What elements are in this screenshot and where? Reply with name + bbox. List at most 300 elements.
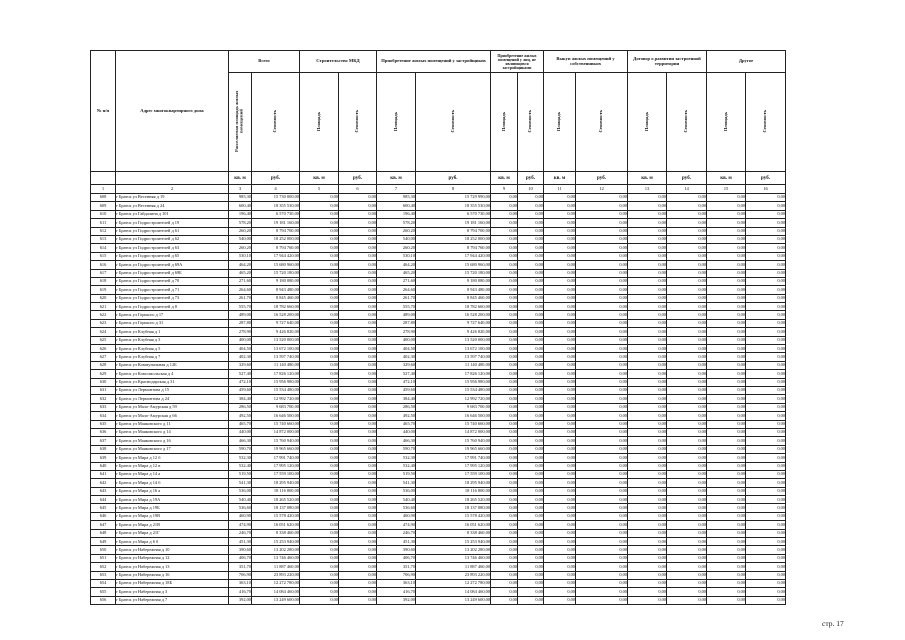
value-cell: 0,00 bbox=[746, 353, 786, 361]
subheader-area: Площадь bbox=[707, 73, 746, 172]
value-cell: 464,20 bbox=[229, 261, 252, 269]
row-number-cell: 631 bbox=[91, 386, 116, 394]
row-number-cell: 634 bbox=[91, 412, 116, 420]
value-cell: 18 252 000,00 bbox=[252, 235, 300, 243]
value-cell: 0,00 bbox=[746, 336, 786, 344]
value-cell: 16 528 200,00 bbox=[252, 311, 300, 319]
value-cell: 465,70 bbox=[229, 420, 252, 428]
value-cell: 23 893 220,00 bbox=[416, 571, 491, 579]
value-cell: 0,00 bbox=[707, 395, 746, 403]
value-cell: 489,00 bbox=[377, 311, 416, 319]
row-number-cell: 624 bbox=[91, 328, 116, 336]
value-cell: 0,00 bbox=[491, 235, 518, 243]
value-cell: 0,00 bbox=[746, 538, 786, 546]
value-cell: 0,00 bbox=[628, 202, 667, 210]
value-cell: 0,00 bbox=[339, 210, 377, 218]
value-cell: 400,00 bbox=[229, 336, 252, 344]
table-row bbox=[91, 311, 786, 319]
value-cell: 0,00 bbox=[628, 428, 667, 436]
value-cell: 0,00 bbox=[576, 445, 628, 453]
value-cell: 0,00 bbox=[339, 454, 377, 462]
value-cell: 0,00 bbox=[339, 554, 377, 562]
value-cell: 18 295 940,00 bbox=[252, 479, 300, 487]
value-cell: 0,00 bbox=[491, 538, 518, 546]
address-cell: г Братск ул Мира д 12 в bbox=[116, 462, 229, 470]
value-cell: 0,00 bbox=[707, 328, 746, 336]
value-cell: 0,00 bbox=[544, 454, 576, 462]
value-cell: 0,00 bbox=[544, 353, 576, 361]
address-cell: г Братск ул Гидростроителей д 69Б bbox=[116, 269, 229, 277]
value-cell: 0,00 bbox=[491, 579, 518, 587]
value-cell: 0,00 bbox=[746, 319, 786, 327]
value-cell: 0,00 bbox=[300, 428, 339, 436]
value-cell: 0,00 bbox=[491, 504, 518, 512]
value-cell: 0,00 bbox=[746, 378, 786, 386]
value-cell: 0,00 bbox=[518, 386, 544, 394]
value-cell: 0,00 bbox=[339, 445, 377, 453]
table-row bbox=[91, 210, 786, 218]
value-cell: 0,00 bbox=[518, 546, 544, 554]
address-cell: г Братск ул Гидростроителей д 63 bbox=[116, 244, 229, 252]
value-cell: 0,00 bbox=[544, 202, 576, 210]
value-cell: 0,00 bbox=[339, 219, 377, 227]
value-cell: 19 181 160,00 bbox=[416, 219, 491, 227]
value-cell: 0,00 bbox=[746, 277, 786, 285]
value-cell: 8 338 460,00 bbox=[252, 529, 300, 537]
value-cell: 0,00 bbox=[667, 311, 707, 319]
table-row bbox=[91, 370, 786, 378]
address-cell: г Братск ул Горького д 17 bbox=[116, 311, 229, 319]
value-cell: 0,00 bbox=[576, 328, 628, 336]
value-cell: 8 943 480,00 bbox=[416, 286, 491, 294]
row-number-cell: 616 bbox=[91, 261, 116, 269]
value-cell: 0,00 bbox=[746, 202, 786, 210]
header-construction: Строительство МКД bbox=[300, 51, 377, 73]
value-cell: 286,50 bbox=[229, 403, 252, 411]
value-cell: 0,00 bbox=[491, 454, 518, 462]
value-cell: 0,00 bbox=[576, 538, 628, 546]
row-number-cell: 653 bbox=[91, 571, 116, 579]
address-cell: г Братск ул Мира д 16 а bbox=[116, 487, 229, 495]
value-cell: 0,00 bbox=[746, 554, 786, 562]
value-cell: 0,00 bbox=[339, 479, 377, 487]
header-address: Адрес многоквартирного дома bbox=[116, 51, 229, 172]
value-cell: 0,00 bbox=[518, 294, 544, 302]
value-cell: 17 995 120,00 bbox=[252, 462, 300, 470]
value-cell: 0,00 bbox=[491, 445, 518, 453]
table-row bbox=[91, 470, 786, 478]
value-cell: 11 887 460,00 bbox=[252, 563, 300, 571]
table-row bbox=[91, 345, 786, 353]
value-cell: 0,00 bbox=[576, 563, 628, 571]
value-cell: 0,00 bbox=[544, 462, 576, 470]
value-cell: 0,00 bbox=[339, 194, 377, 202]
column-number: 2 bbox=[116, 185, 229, 194]
row-number-cell: 615 bbox=[91, 252, 116, 260]
value-cell: 0,00 bbox=[300, 479, 339, 487]
value-cell: 0,00 bbox=[628, 588, 667, 596]
value-cell: 0,00 bbox=[576, 403, 628, 411]
value-cell: 0,00 bbox=[628, 319, 667, 327]
value-cell: 261,70 bbox=[377, 294, 416, 302]
value-cell: 0,00 bbox=[300, 454, 339, 462]
value-cell: 0,00 bbox=[544, 294, 576, 302]
row-number-cell: 655 bbox=[91, 588, 116, 596]
address-cell: г Братск ул Клубная д 1 bbox=[116, 328, 229, 336]
value-cell: 0,00 bbox=[628, 579, 667, 587]
value-cell: 246,70 bbox=[229, 529, 252, 537]
value-cell: 0,00 bbox=[544, 336, 576, 344]
column-number: 6 bbox=[339, 185, 377, 194]
value-cell: 0,00 bbox=[300, 512, 339, 520]
value-cell: 0,00 bbox=[491, 286, 518, 294]
unit-rub: руб. bbox=[339, 172, 377, 185]
value-cell: 0,00 bbox=[628, 437, 667, 445]
value-cell: 6 570 730,00 bbox=[416, 210, 491, 218]
address-cell: г Братск ул Мира д 21В bbox=[116, 521, 229, 529]
value-cell: 18 265 520,00 bbox=[416, 496, 491, 504]
value-cell: 416,70 bbox=[377, 588, 416, 596]
subheader-area: Площадь bbox=[544, 73, 576, 172]
value-cell: 0,00 bbox=[491, 261, 518, 269]
value-cell: 0,00 bbox=[667, 437, 707, 445]
unit-rub: руб. bbox=[252, 172, 300, 185]
value-cell: 0,00 bbox=[300, 361, 339, 369]
subheader-cost: Стоимость bbox=[518, 73, 544, 172]
value-cell: 15 720 180,00 bbox=[416, 269, 491, 277]
value-cell: 0,00 bbox=[518, 311, 544, 319]
subheader-area: Площадь bbox=[491, 73, 518, 172]
unit-rub: руб. bbox=[518, 172, 544, 185]
value-cell: 0,00 bbox=[707, 596, 746, 604]
value-cell: 0,00 bbox=[576, 353, 628, 361]
value-cell: 0,00 bbox=[628, 395, 667, 403]
value-cell: 0,00 bbox=[576, 336, 628, 344]
value-cell: 0,00 bbox=[300, 504, 339, 512]
value-cell: 0,00 bbox=[667, 529, 707, 537]
value-cell: 0,00 bbox=[491, 479, 518, 487]
value-cell: 0,00 bbox=[491, 194, 518, 202]
value-cell: 0,00 bbox=[300, 378, 339, 386]
value-cell: 527,40 bbox=[377, 370, 416, 378]
value-cell: 0,00 bbox=[518, 227, 544, 235]
value-cell: 0,00 bbox=[628, 454, 667, 462]
value-cell: 0,00 bbox=[707, 277, 746, 285]
unit-m2: кв. м bbox=[707, 172, 746, 185]
value-cell: 0,00 bbox=[746, 412, 786, 420]
subheader-cost: Стоимость bbox=[252, 73, 300, 172]
value-cell: 0,00 bbox=[491, 311, 518, 319]
value-cell: 555,70 bbox=[229, 303, 252, 311]
value-cell: 0,00 bbox=[707, 345, 746, 353]
value-cell: 0,00 bbox=[339, 529, 377, 537]
value-cell: 0,00 bbox=[300, 538, 339, 546]
value-cell: 0,00 bbox=[746, 445, 786, 453]
unit-rub: руб. bbox=[746, 172, 786, 185]
value-cell: 384,40 bbox=[229, 395, 252, 403]
address-cell: г Братск ул Клубная д 7 bbox=[116, 353, 229, 361]
value-cell: 0,00 bbox=[707, 445, 746, 453]
value-cell: 0,00 bbox=[491, 521, 518, 529]
value-cell: 0,00 bbox=[576, 546, 628, 554]
value-cell: 0,00 bbox=[339, 370, 377, 378]
value-cell: 278,90 bbox=[377, 328, 416, 336]
value-cell: 0,00 bbox=[518, 252, 544, 260]
address-cell: г Братск ул Набережная д 3 bbox=[116, 588, 229, 596]
value-cell: 0,00 bbox=[339, 538, 377, 546]
value-cell: 0,00 bbox=[576, 428, 628, 436]
address-cell: г Братск ул Весенняя д 19 bbox=[116, 194, 229, 202]
value-cell: 0,00 bbox=[746, 269, 786, 277]
value-cell: 0,00 bbox=[628, 412, 667, 420]
value-cell: 985,30 bbox=[229, 194, 252, 202]
value-cell: 0,00 bbox=[339, 235, 377, 243]
value-cell: 0,00 bbox=[746, 286, 786, 294]
value-cell: 0,00 bbox=[544, 244, 576, 252]
address-cell: г Братск ул Коммунальная д 12Б bbox=[116, 361, 229, 369]
table-row bbox=[91, 386, 786, 394]
value-cell: 0,00 bbox=[667, 588, 707, 596]
value-cell: 0,00 bbox=[746, 235, 786, 243]
value-cell: 18 295 940,00 bbox=[416, 479, 491, 487]
value-cell: 12 272 780,00 bbox=[416, 579, 491, 587]
value-cell: 13 249 600,00 bbox=[416, 596, 491, 604]
value-cell: 16 051 620,00 bbox=[416, 521, 491, 529]
table-row bbox=[91, 479, 786, 487]
value-cell: 0,00 bbox=[544, 496, 576, 504]
value-cell: 0,00 bbox=[544, 378, 576, 386]
value-cell: 15 578 420,00 bbox=[416, 512, 491, 520]
value-cell: 0,00 bbox=[300, 521, 339, 529]
value-cell: 9 426 820,00 bbox=[252, 328, 300, 336]
value-cell: 0,00 bbox=[576, 361, 628, 369]
value-cell: 12 992 720,00 bbox=[416, 395, 491, 403]
address-cell: г Братск ул Гидростроителей д 73 bbox=[116, 294, 229, 302]
value-cell: 540,40 bbox=[229, 496, 252, 504]
value-cell: 0,00 bbox=[544, 420, 576, 428]
table-row bbox=[91, 445, 786, 453]
value-cell: 0,00 bbox=[300, 437, 339, 445]
row-number-cell: 652 bbox=[91, 563, 116, 571]
value-cell: 474,90 bbox=[229, 521, 252, 529]
value-cell: 0,00 bbox=[628, 261, 667, 269]
value-cell: 0,00 bbox=[491, 319, 518, 327]
value-cell: 0,00 bbox=[544, 428, 576, 436]
value-cell: 0,00 bbox=[339, 345, 377, 353]
value-cell: 261,70 bbox=[229, 294, 252, 302]
value-cell: 465,20 bbox=[377, 269, 416, 277]
value-cell: 0,00 bbox=[518, 328, 544, 336]
value-cell: 18 355 530,00 bbox=[416, 202, 491, 210]
value-cell: 0,00 bbox=[544, 487, 576, 495]
value-cell: 0,00 bbox=[628, 479, 667, 487]
value-cell: 0,00 bbox=[707, 529, 746, 537]
value-cell: 0,00 bbox=[707, 227, 746, 235]
value-cell: 0,00 bbox=[491, 588, 518, 596]
value-cell: 0,00 bbox=[628, 361, 667, 369]
table-row bbox=[91, 462, 786, 470]
value-cell: 0,00 bbox=[339, 353, 377, 361]
value-cell: 15 729 990,00 bbox=[416, 194, 491, 202]
value-cell: 0,00 bbox=[544, 596, 576, 604]
value-cell: 0,00 bbox=[544, 219, 576, 227]
row-number-cell: 609 bbox=[91, 202, 116, 210]
value-cell: 0,00 bbox=[518, 596, 544, 604]
value-cell: 0,00 bbox=[339, 252, 377, 260]
value-cell: 0,00 bbox=[707, 437, 746, 445]
value-cell: 0,00 bbox=[746, 303, 786, 311]
table-row bbox=[91, 487, 786, 495]
value-cell: 0,00 bbox=[491, 437, 518, 445]
value-cell: 19 181 160,00 bbox=[252, 219, 300, 227]
value-cell: 0,00 bbox=[491, 546, 518, 554]
value-cell: 0,00 bbox=[300, 219, 339, 227]
value-cell: 466,30 bbox=[377, 437, 416, 445]
value-cell: 578,20 bbox=[229, 219, 252, 227]
value-cell: 18 116 800,00 bbox=[416, 487, 491, 495]
value-cell: 0,00 bbox=[491, 554, 518, 562]
address-cell: г Братск ул Мира д 19В bbox=[116, 512, 229, 520]
value-cell: 15 740 660,00 bbox=[252, 420, 300, 428]
page-number: стр. 17 bbox=[822, 619, 844, 628]
value-cell: 0,00 bbox=[746, 504, 786, 512]
value-cell: 0,00 bbox=[576, 311, 628, 319]
value-cell: 8 943 480,00 bbox=[252, 286, 300, 294]
value-cell: 0,00 bbox=[707, 303, 746, 311]
address-cell: г Братск ул Маяковского д 17 bbox=[116, 445, 229, 453]
row-number-cell: 654 bbox=[91, 579, 116, 587]
value-cell: 0,00 bbox=[707, 521, 746, 529]
value-cell: 0,00 bbox=[518, 336, 544, 344]
value-cell: 390,60 bbox=[377, 546, 416, 554]
column-number: 10 bbox=[518, 185, 544, 194]
value-cell: 0,00 bbox=[339, 319, 377, 327]
value-cell: 0,00 bbox=[339, 386, 377, 394]
address-cell: г Братск ул Гидростроителей д 71 bbox=[116, 286, 229, 294]
value-cell: 0,00 bbox=[491, 596, 518, 604]
value-cell: 0,00 bbox=[628, 546, 667, 554]
value-cell: 0,00 bbox=[628, 420, 667, 428]
row-number-cell: 656 bbox=[91, 596, 116, 604]
value-cell: 0,00 bbox=[491, 412, 518, 420]
value-cell: 0,00 bbox=[576, 588, 628, 596]
value-cell: 278,90 bbox=[229, 328, 252, 336]
value-cell: 8 845 460,00 bbox=[416, 294, 491, 302]
unit-m2: кв. м bbox=[544, 172, 576, 185]
row-number-cell: 645 bbox=[91, 504, 116, 512]
value-cell: 0,00 bbox=[628, 210, 667, 218]
table-row bbox=[91, 294, 786, 302]
value-cell: 0,00 bbox=[339, 412, 377, 420]
value-cell: 459,60 bbox=[377, 386, 416, 394]
value-cell: 16 528 200,00 bbox=[416, 311, 491, 319]
value-cell: 0,00 bbox=[707, 571, 746, 579]
value-cell: 0,00 bbox=[707, 235, 746, 243]
value-cell: 0,00 bbox=[544, 538, 576, 546]
value-cell: 13 746 460,00 bbox=[252, 554, 300, 562]
value-cell: 0,00 bbox=[300, 412, 339, 420]
value-cell: 18 782 660,00 bbox=[252, 303, 300, 311]
value-cell: 0,00 bbox=[628, 227, 667, 235]
value-cell: 0,00 bbox=[746, 395, 786, 403]
address-cell: г Братск ул Маяковского д 16 bbox=[116, 437, 229, 445]
value-cell: 15 253 940,00 bbox=[416, 538, 491, 546]
table-row bbox=[91, 235, 786, 243]
value-cell: 0,00 bbox=[746, 470, 786, 478]
value-cell: 460,90 bbox=[377, 512, 416, 520]
value-cell: 0,00 bbox=[746, 588, 786, 596]
row-number-cell: 641 bbox=[91, 470, 116, 478]
value-cell: 0,00 bbox=[628, 370, 667, 378]
value-cell: 0,00 bbox=[628, 403, 667, 411]
value-cell: 13 672 100,00 bbox=[252, 345, 300, 353]
value-cell: 8 794 760,00 bbox=[252, 244, 300, 252]
address-cell: г Братск ул Гидростроителей д 65 bbox=[116, 252, 229, 260]
value-cell: 6 570 730,00 bbox=[252, 210, 300, 218]
value-cell: 0,00 bbox=[518, 462, 544, 470]
value-cell: 0,00 bbox=[339, 286, 377, 294]
value-cell: 0,00 bbox=[300, 579, 339, 587]
value-cell: 0,00 bbox=[667, 235, 707, 243]
value-cell: 0,00 bbox=[339, 437, 377, 445]
column-number: 7 bbox=[377, 185, 416, 194]
value-cell: 0,00 bbox=[339, 378, 377, 386]
value-cell: 465,70 bbox=[377, 420, 416, 428]
value-cell: 0,00 bbox=[339, 311, 377, 319]
row-number-cell: 627 bbox=[91, 353, 116, 361]
value-cell: 0,00 bbox=[576, 420, 628, 428]
value-cell: 466,30 bbox=[229, 437, 252, 445]
value-cell: 0,00 bbox=[576, 571, 628, 579]
value-cell: 540,40 bbox=[377, 496, 416, 504]
value-cell: 440,00 bbox=[377, 428, 416, 436]
value-cell: 0,00 bbox=[667, 496, 707, 504]
value-cell: 14 872 000,00 bbox=[416, 428, 491, 436]
value-cell: 0,00 bbox=[576, 521, 628, 529]
value-cell: 264,60 bbox=[377, 286, 416, 294]
value-cell: 0,00 bbox=[518, 538, 544, 546]
table-row bbox=[91, 277, 786, 285]
value-cell: 0,00 bbox=[746, 403, 786, 411]
table-row bbox=[91, 571, 786, 579]
value-cell: 13 746 460,00 bbox=[416, 554, 491, 562]
value-cell: 530,10 bbox=[377, 252, 416, 260]
value-cell: 0,00 bbox=[746, 496, 786, 504]
value-cell: 329,60 bbox=[377, 361, 416, 369]
value-cell: 0,00 bbox=[667, 194, 707, 202]
value-cell: 0,00 bbox=[707, 512, 746, 520]
value-cell: 15 760 940,00 bbox=[416, 437, 491, 445]
value-cell: 0,00 bbox=[544, 445, 576, 453]
value-cell: 0,00 bbox=[628, 286, 667, 294]
value-cell: 0,00 bbox=[707, 403, 746, 411]
header-other: Другое bbox=[707, 51, 786, 73]
value-cell: 196,40 bbox=[377, 210, 416, 218]
value-cell: 0,00 bbox=[667, 277, 707, 285]
value-cell: 0,00 bbox=[339, 303, 377, 311]
value-cell: 0,00 bbox=[576, 194, 628, 202]
value-cell: 0,00 bbox=[576, 579, 628, 587]
value-cell: 18 355 530,00 bbox=[252, 202, 300, 210]
column-number: 13 bbox=[628, 185, 667, 194]
header-number: № п/п bbox=[91, 51, 116, 172]
address-cell: г Братск ул Мира д 12 б bbox=[116, 454, 229, 462]
value-cell: 0,00 bbox=[491, 428, 518, 436]
value-cell: 0,00 bbox=[746, 345, 786, 353]
value-cell: 0,00 bbox=[628, 563, 667, 571]
value-cell: 0,00 bbox=[518, 579, 544, 587]
column-number: 3 bbox=[229, 185, 252, 194]
